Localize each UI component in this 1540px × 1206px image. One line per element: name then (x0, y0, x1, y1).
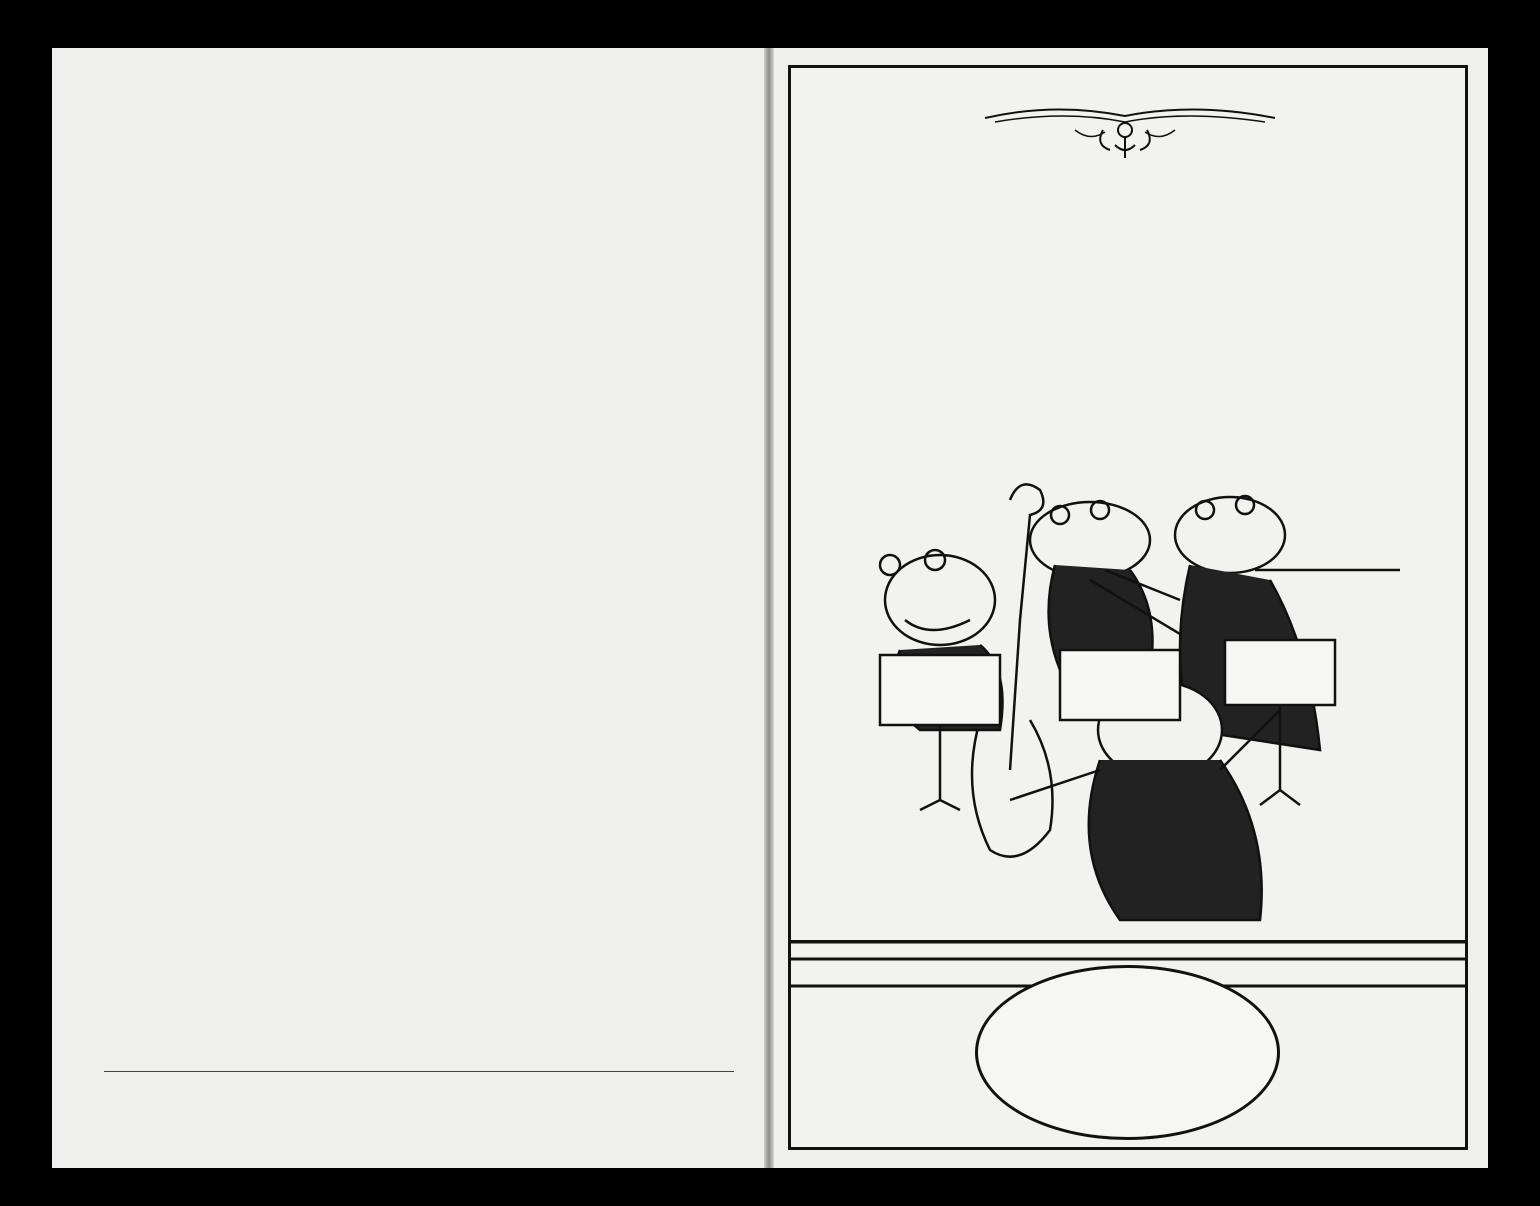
left-page (52, 48, 764, 1168)
greek-key-border-left (791, 102, 825, 940)
hippo-orchestra-illustration (860, 470, 1420, 930)
imprint-divider (104, 1071, 734, 1072)
greek-key-border-top (791, 68, 1465, 102)
book-spine (764, 48, 774, 1168)
greek-key-border-right (1431, 102, 1465, 940)
scroll-ornament (975, 100, 1285, 165)
address-oval (975, 965, 1280, 1140)
